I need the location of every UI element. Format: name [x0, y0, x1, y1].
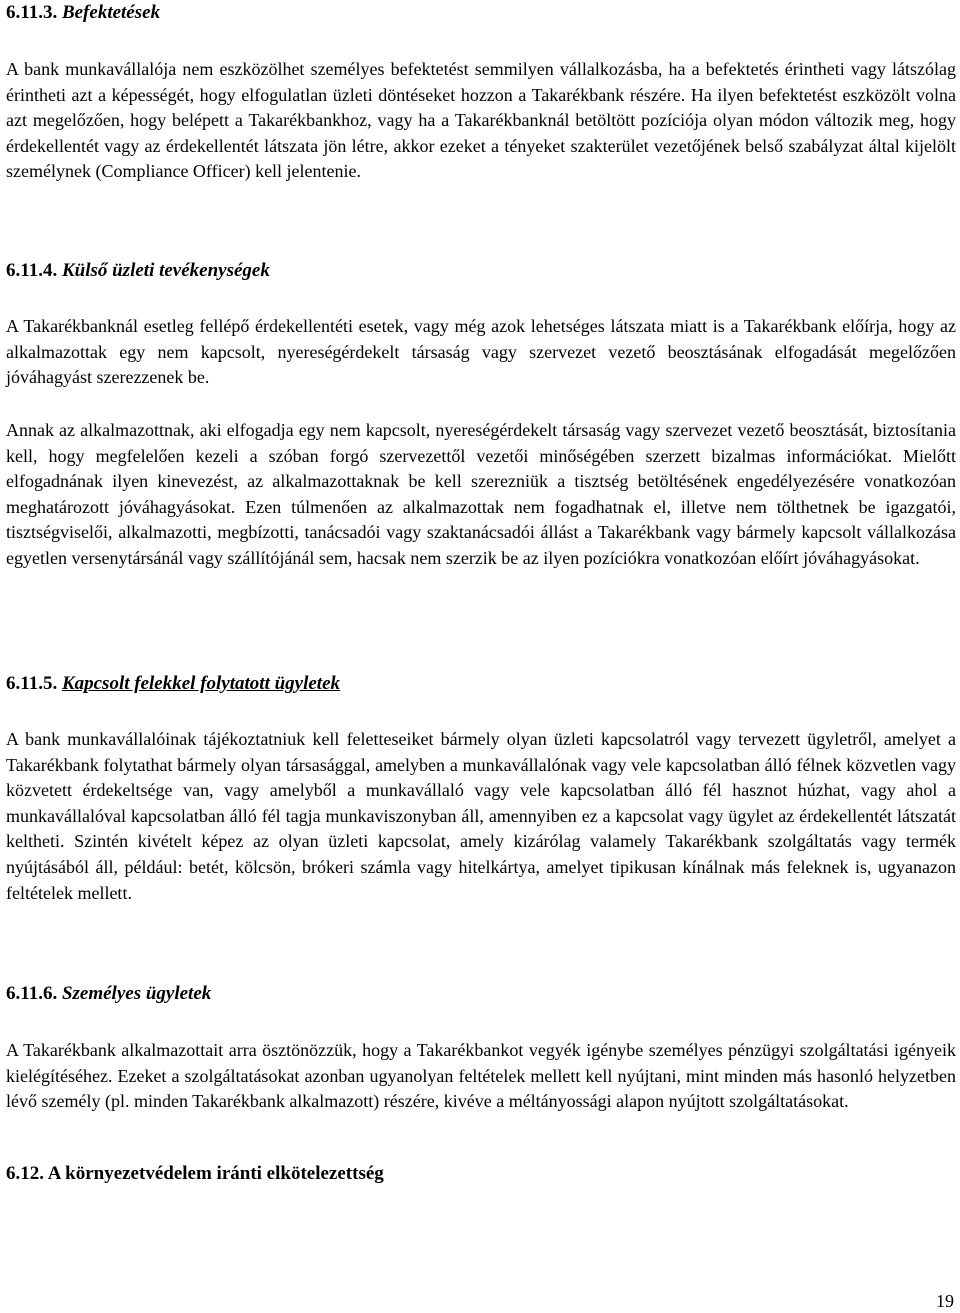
paragraph-befektetesek: A bank munkavállalója nem eszközölhet személyes befektetést semmilyen vállalkozásba, ha a befektetés érintheti vagy látszólag érintheti azt a képességét, hogy elfogulatlan üzleti döntéseket hozzon a Takarékbank részére. Ha ilyen befektetést eszközölt volna azt megelőzően, hogy belépett a Takarékbankhoz, vagy ha a Takarékbanknál betöltött pozíciója olyan módon változik meg, hogy érdekellentét vagy az érdekellentét látszata jön létre, akkor ezeket a tényeket szakterület vezetőjének belső szabályzat által kijelölt személynek (Compliance Officer) kell jelentenie. — [6, 59, 956, 182]
section-title: Befektetések — [61, 2, 161, 23]
section-number: 6.11.4. — [6, 260, 58, 281]
section-title: Külső üzleti tevékenységek — [61, 260, 270, 281]
section-title: Kapcsolt felekkel folytatott ügyletek — [61, 673, 341, 694]
section-number: 6.11.6. — [6, 983, 58, 1004]
paragraph-szemelyes-ugyletek: A Takarékbank alkalmazottait arra ösztönözzük, hogy a Takarékbankot vegyék igénybe személyes pénzügyi szolgáltatási igényeik kielégítéséhez. Ezeket a szolgáltatásokat azonban ugyanolyan feltételek mellett kell nyújtani, mint minden más hasonló helyzetben lévő személy (pl. minden Takarékbank alkalmazott) részére, kivéve a méltányossági alapon nyújtott szolgáltatásokat. — [6, 1040, 956, 1112]
section-heading-kornyezetvedelem — [6, 1162, 384, 1186]
paragraph-kulso-uzleti-2: Annak az alkalmazottnak, aki elfogadja egy nem kapcsolt, nyereségérdekelt társaság vagy szervezet vezető beosztását, biztosítania kell, hogy megfelelően kezeli a szóban forgó szervezettől vezetői minőségében szerzett bizalmas információkat. Mielőtt elfogadnának ilyen kinevezést, az alkalmazottaknak be kell szerezniük a tisztség betöltésének engedélyezésére vonatkozóan meghatározott jóváhagyásokat. Ezen túlmenően az alkalmazottak nem fogadhatnak el, illetve nem tölthetnek be igazgatói, tisztségviselői, alkalmazotti, megbízotti, tanácsadói vagy szaktanácsadói állást a Takarékbank vagy bármely kapcsolt vállalkozása egyetlen versenytársánál vagy szállítójánál sem, hacsak nem szerzik be az ilyen pozíciókra vonatkozóan előírt jóváhagyásokat. — [6, 420, 956, 568]
section-heading-kapcsolt-felekkel — [6, 672, 340, 696]
section-number: 6.11.3. — [6, 2, 58, 23]
section-title: Személyes ügyletek — [61, 983, 212, 1004]
paragraph-kapcsolt-felekkel: A bank munkavállalóinak tájékoztatniuk kell feletteseiket bármely olyan üzleti kapcsolatról vagy tervezett ügyletről, amelyet a Takarékbank folytathat bármely olyan társasággal, amelyben a munkavállalónak vagy vele kapcsolatban álló félnek közvetlen vagy közvetett érdekeltsége van, vagy amelyből a munkavállaló vagy vele kapcsolatban álló fél hasznot húzhat, vagy ahol a munkavállalóval kapcsolatban álló fél tagja munkaviszonyban áll, amennyiben ez a kapcsolat vagy ügylet az érdekellentét látszatát keltheti. Szintén kivételt képez az olyan üzleti kapcsolat, amely kizárólag valamely Takarékbank szolgáltatás vagy termék nyújtásából áll, például: betét, kölcsön, brókeri számla vagy hitelkártya, amelyet tipikusan kínálnak más feleknek is, ugyanazon feltételek mellett. — [6, 729, 956, 903]
paragraph-kulso-uzleti-1: A Takarékbanknál esetleg fellépő érdekellentéti esetek, vagy még azok lehetséges látszata miatt is a Takarékbank előírja, hogy az alkalmazottak egy nem kapcsolt, nyereségérdekelt társaság vagy szervezet vezető beosztásának elfogadását megelőzően jóváhagyást szerezzenek be. — [6, 316, 956, 388]
section-title: A környezetvédelem iránti elkötelezettség — [47, 1163, 384, 1184]
section-heading-befektetesek — [6, 1, 160, 25]
section-number: 6.12. — [6, 1163, 44, 1184]
page-number: 19 — [936, 1291, 954, 1311]
section-heading-szemelyes-ugyletek — [6, 982, 211, 1006]
section-number: 6.11.5. — [6, 673, 58, 694]
section-heading-kulso-uzleti-tevekenysegek — [6, 259, 270, 283]
